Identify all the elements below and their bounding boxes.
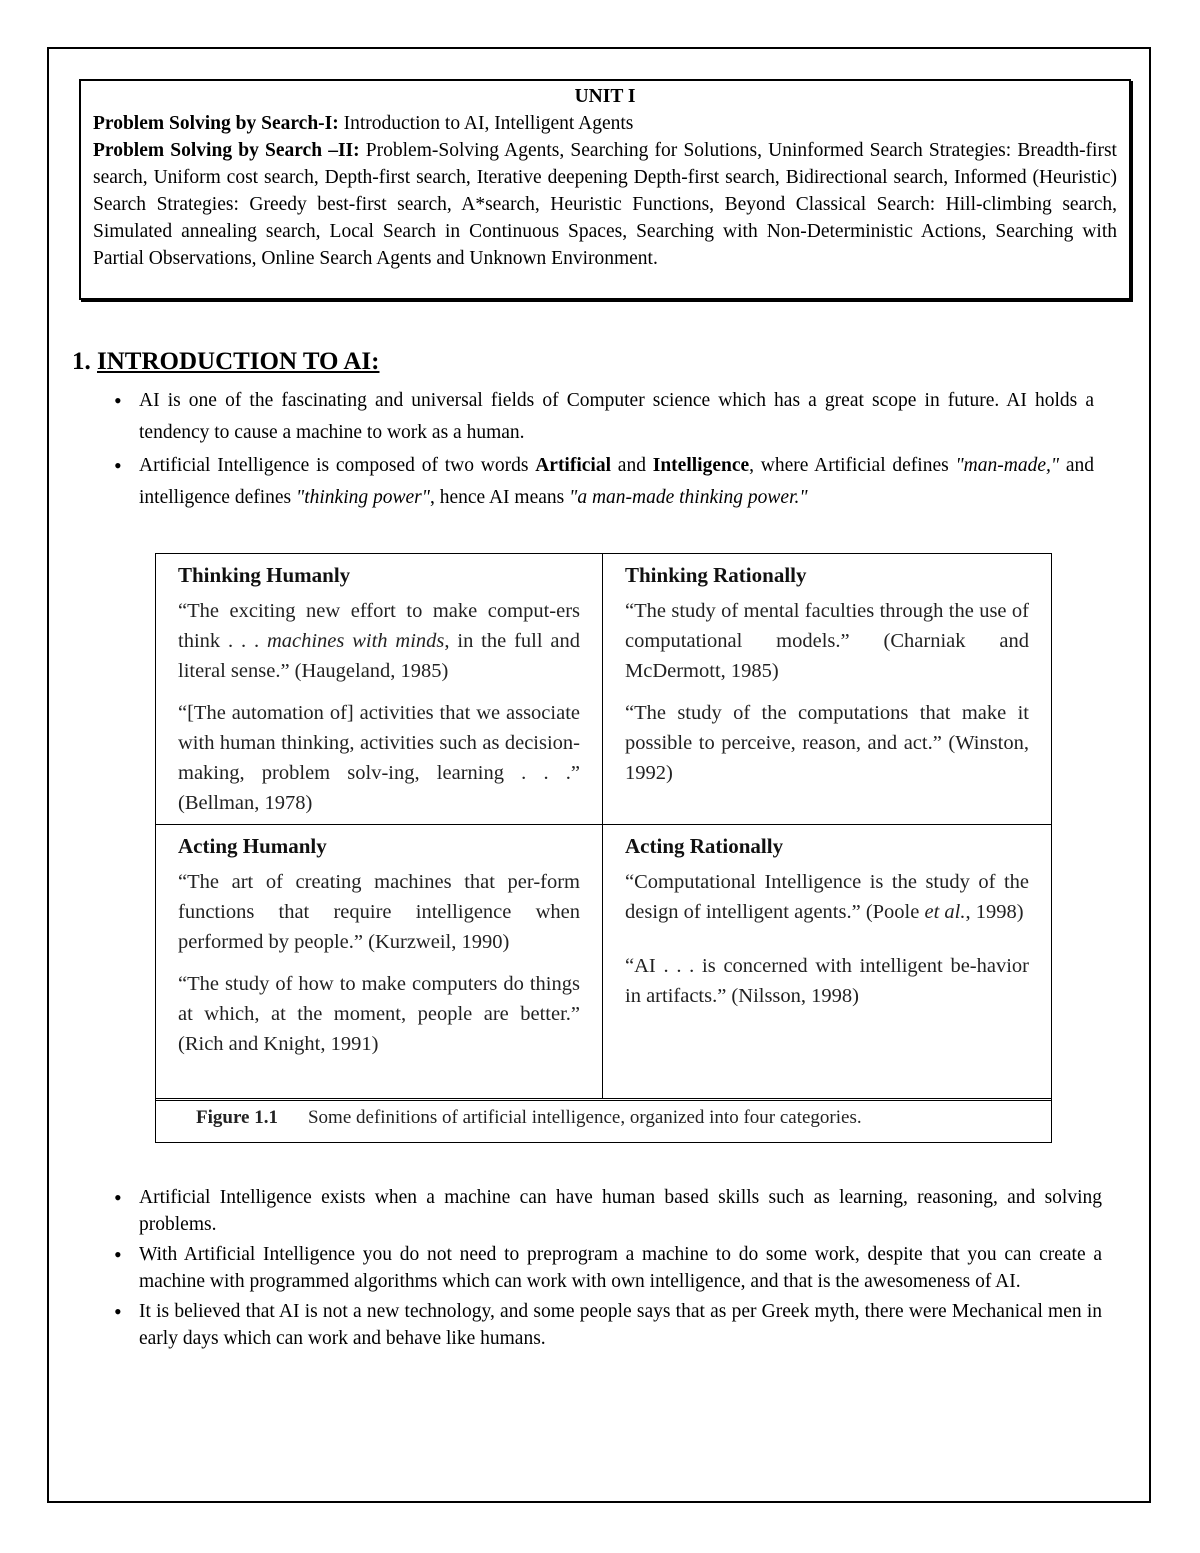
intro-bullet-list bbox=[110, 385, 1094, 515]
quote-text: , in the full and literal sense.” (Haugeland, 1985) bbox=[178, 630, 580, 682]
quote-charniak: “The study of mental faculties through the use of computational models.” (Charniak and McDermott, 1985) bbox=[625, 600, 1029, 682]
more-bullet-list bbox=[110, 1184, 1102, 1355]
intro-bullet-1: • AI is one of the fascinating and universal fields of Computer science which has a great scope in future. AI holds a tendency to cause a machine to work as a human. bbox=[110, 385, 1094, 448]
syllabus-box bbox=[79, 79, 1131, 300]
syllabus-part1 bbox=[93, 110, 1117, 137]
bullet2-quote-ai-meaning: "a man-made thinking power." bbox=[569, 486, 808, 508]
quote-emphasis: et al. bbox=[924, 901, 966, 923]
figure-ai-definitions bbox=[155, 553, 1052, 1143]
syllabus-part1-text: Introduction to AI, Intelligent Agents bbox=[338, 113, 634, 134]
figure-caption-text: Some definitions of artificial intelligence, organized into four categories. bbox=[307, 1107, 862, 1128]
quote-nilsson: “AI . . . is concerned with intelligent be-havior in artifacts.” (Nilsson, 1998) bbox=[625, 955, 1029, 1007]
section-number: 1. bbox=[72, 348, 91, 375]
bullet2-quote-man-made: "man-made," bbox=[955, 455, 1060, 476]
syllabus-part2-label: Problem Solving by Search –II: bbox=[93, 140, 360, 161]
quote-bellman: “[The automation of] activities that we associate with human thinking, activities such as decision-making, problem solv-ing, learning . . .” (Bellman, 1978) bbox=[178, 702, 580, 814]
quote-haugeland bbox=[178, 596, 580, 686]
bullet2-text: and bbox=[611, 455, 653, 476]
quote-rich-knight: “The study of how to make computers do things at which, at the moment, people are better.” (Rich and Knight, 1991) bbox=[178, 973, 580, 1055]
list-item: • With Artificial Intelligence you do not need to preprogram a machine to do some work, despite that you can create a machine with programmed algorithms which can work with own intelligence, and that is the awesomeness of AI. bbox=[110, 1241, 1102, 1295]
quote-poole bbox=[625, 867, 1029, 927]
list-item: • Artificial Intelligence exists when a machine can have human based skills such as learning, reasoning, and solving problems. bbox=[110, 1184, 1102, 1238]
syllabus-part1-label: Problem Solving by Search-I: bbox=[93, 113, 339, 134]
cell-title: Acting Humanly bbox=[178, 834, 327, 858]
cell-acting-rationally bbox=[603, 825, 1051, 1098]
quote-text: , 1998) bbox=[965, 901, 1024, 923]
bullet2-word-intelligence: Intelligence bbox=[652, 455, 750, 476]
bullet2-text: Artificial Intelligence is composed of two words bbox=[139, 455, 536, 476]
cell-acting-humanly bbox=[156, 825, 603, 1098]
cell-title: Acting Rationally bbox=[625, 834, 784, 858]
bullet2-word-artificial: Artificial bbox=[535, 455, 612, 476]
quote-kurzweil: “The art of creating machines that per-form functions that require intelligence when performed by people.” (Kurzweil, 1990) bbox=[178, 871, 580, 953]
quote-text: “Computational Intelligence is the study of the design of intelligent agents.” (Poole bbox=[625, 871, 1029, 923]
intro-bullet-2 bbox=[110, 450, 1094, 513]
quote-emphasis: machines with minds bbox=[266, 630, 445, 652]
figure-caption-label: Figure 1.1 bbox=[196, 1107, 278, 1128]
syllabus-part2-text: Problem-Solving Agents, Searching for Solutions, Uninformed Search Strategies: Breadth-first search, Uniform cost search, Depth-first search, Iterative deepening Depth-first search, Bidirectional search, Informed (Heuristic) Search Strategies: Greedy best-first search, A*search, Heuristic Functions, Beyond Classical Search: Hill-climbing search, Simulated annealing search, Local Search in Continuous Spaces, Searching with Non-Deterministic Actions, Searching with Partial Observations, Online Search Agents and Unknown Environment. bbox=[93, 140, 1117, 269]
bullet2-text: , where Artificial defines bbox=[749, 455, 956, 476]
cell-thinking-humanly bbox=[156, 554, 603, 825]
section-title: INTRODUCTION TO AI: bbox=[97, 348, 380, 375]
bullet2-text: and intelligence defines bbox=[139, 455, 1094, 508]
cell-thinking-rationally bbox=[603, 554, 1051, 825]
figure-caption bbox=[156, 1098, 1051, 1142]
syllabus-part2 bbox=[93, 137, 1117, 272]
cell-title: Thinking Rationally bbox=[625, 563, 807, 587]
section-heading bbox=[72, 348, 379, 376]
list-item: • It is believed that AI is not a new technology, and some people says that as per Greek myth, there were Mechanical men in early days which can work and behave like humans. bbox=[110, 1298, 1102, 1352]
quote-winston: “The study of the computations that make it possible to perceive, reason, and act.” (Winston, 1992) bbox=[625, 702, 1029, 784]
bullet2-text: , hence AI means bbox=[429, 486, 570, 508]
cell-title: Thinking Humanly bbox=[178, 563, 351, 587]
quote-text: “The exciting new effort to make comput-ers think . . . bbox=[178, 600, 580, 652]
bullet2-quote-thinking-power: "thinking power" bbox=[296, 486, 430, 508]
unit-title: UNIT I bbox=[574, 86, 636, 107]
